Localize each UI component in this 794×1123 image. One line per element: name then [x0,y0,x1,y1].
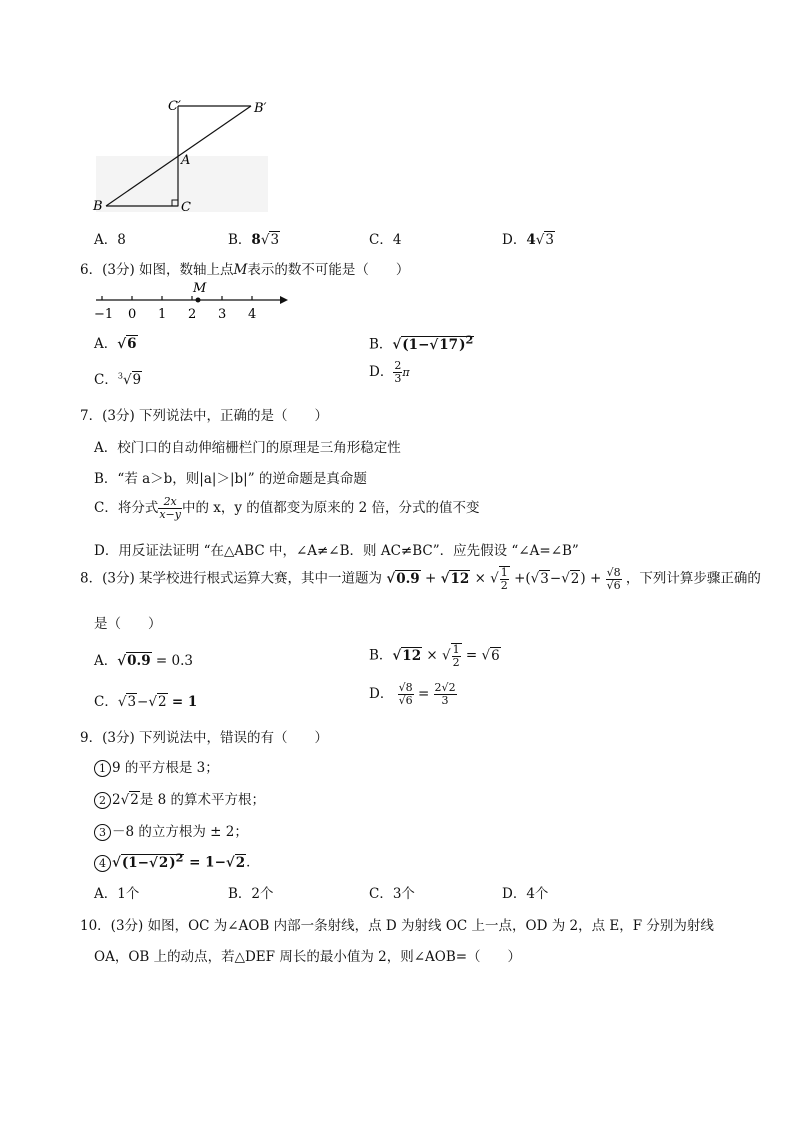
q6-option-d: D． $\frac{2}{3}$ π [369,359,410,385]
q9-option-b: B．2个 [228,886,274,902]
q8-stem-line2: 是（ ） [94,616,162,632]
geometry-figure [88,92,288,217]
numberline-tick-label: 3 [218,307,227,322]
q10-line-1: 10．(3分) 如图，OC 为∠AOB 内部一条射线，点 D 为射线 OC 上一点，OD 为 2，点 E，F 分别为射线 [80,918,714,934]
q9-option-c: C．3个 [369,886,415,902]
numberline-tick-label: 2 [188,307,197,322]
q9-item-2: 2 2√2是 8 的算术平方根； [94,788,265,809]
q6-option-b: B．$√(1-√17)^2$ [369,332,474,353]
q10-line-2: OA，OB 上的动点，若△DEF 周长的最小值为 2，则∠AOB=（ ） [94,949,522,965]
label-c: C [181,200,191,215]
q7-option-c: C．将分式 $\frac{2x}{x-y}$ 中的 x，y 的值都变为原来的 2 倍，分式的值不变 [94,495,480,521]
q7-stem: 7．(3分) 下列说法中，正确的是（ ） [80,408,329,424]
q9-option-d: D．4个 [502,886,549,902]
label-b-prime: B′ [254,101,267,116]
numberline-tick-label: 0 [128,307,137,322]
numberline-tick-label: 1 [158,307,167,322]
q8-option-c: C．√3−√2 = 1 [94,694,198,710]
q6-option-c: C．$^3$√9 [94,371,142,388]
q9-option-a: A．1个 [94,886,140,902]
q8-stem: 8．(3分) 某学校进行根式运算大赛，其中一道题为 √0.9 + √12 × √ $\frac{1}{2}$ +(√3−√2) + $\frac{√8}{√6}$ ，下列计算步骤正确的 [80,565,761,592]
q7-option-a: A．校门口的自动伸缩栅栏门的原理是三角形稳定性 [94,440,401,456]
q5-option-b: B．8√3 [228,232,280,248]
q9-item-1: 1 9 的平方根是 3； [94,756,219,777]
q6-stem: 6．(3分) 如图，数轴上点M表示的数不可能是（ ） [80,262,410,278]
q9-item-4: 4 $√(1-√2)^2 = 1-√2$． [94,850,260,872]
point-m [196,298,201,303]
numberline-tick-label: 4 [248,307,257,322]
q8-option-b: B．√12 × √ $\frac{1}{2}$ = √6 [369,643,500,669]
numberline-tick-label: −1 [94,307,114,322]
q5-option-a: A．8 [94,232,126,248]
number-line [88,278,288,322]
q6-option-a: A．√6 [94,336,137,352]
q7-option-d: D．用反证法证明 “在△ABC 中，∠A≠∠B．则 AC≠BC”．应先假设 “∠A=∠B” [94,543,579,559]
q8-option-a: A．√0.9 = 0.3 [94,653,193,669]
q7-option-b: B．“若 a＞b，则|a|＞|b|” 的逆命题是真命题 [94,471,367,487]
label-a: A [181,153,191,168]
label-b: B [93,199,103,214]
q8-option-d: D． $\frac{√8}{√6}$ = $\frac{2√2}{3}$ [369,681,456,707]
q5-option-c: C．4 [369,232,402,248]
point-m-label: M [193,281,207,296]
q9-stem: 9．(3分) 下列说法中，错误的有（ ） [80,730,329,746]
q9-item-3: 3 －8 的立方根为 ± 2； [94,820,248,841]
label-c-prime: C′ [168,99,181,114]
q5-option-d: D．4√3 [502,232,554,248]
